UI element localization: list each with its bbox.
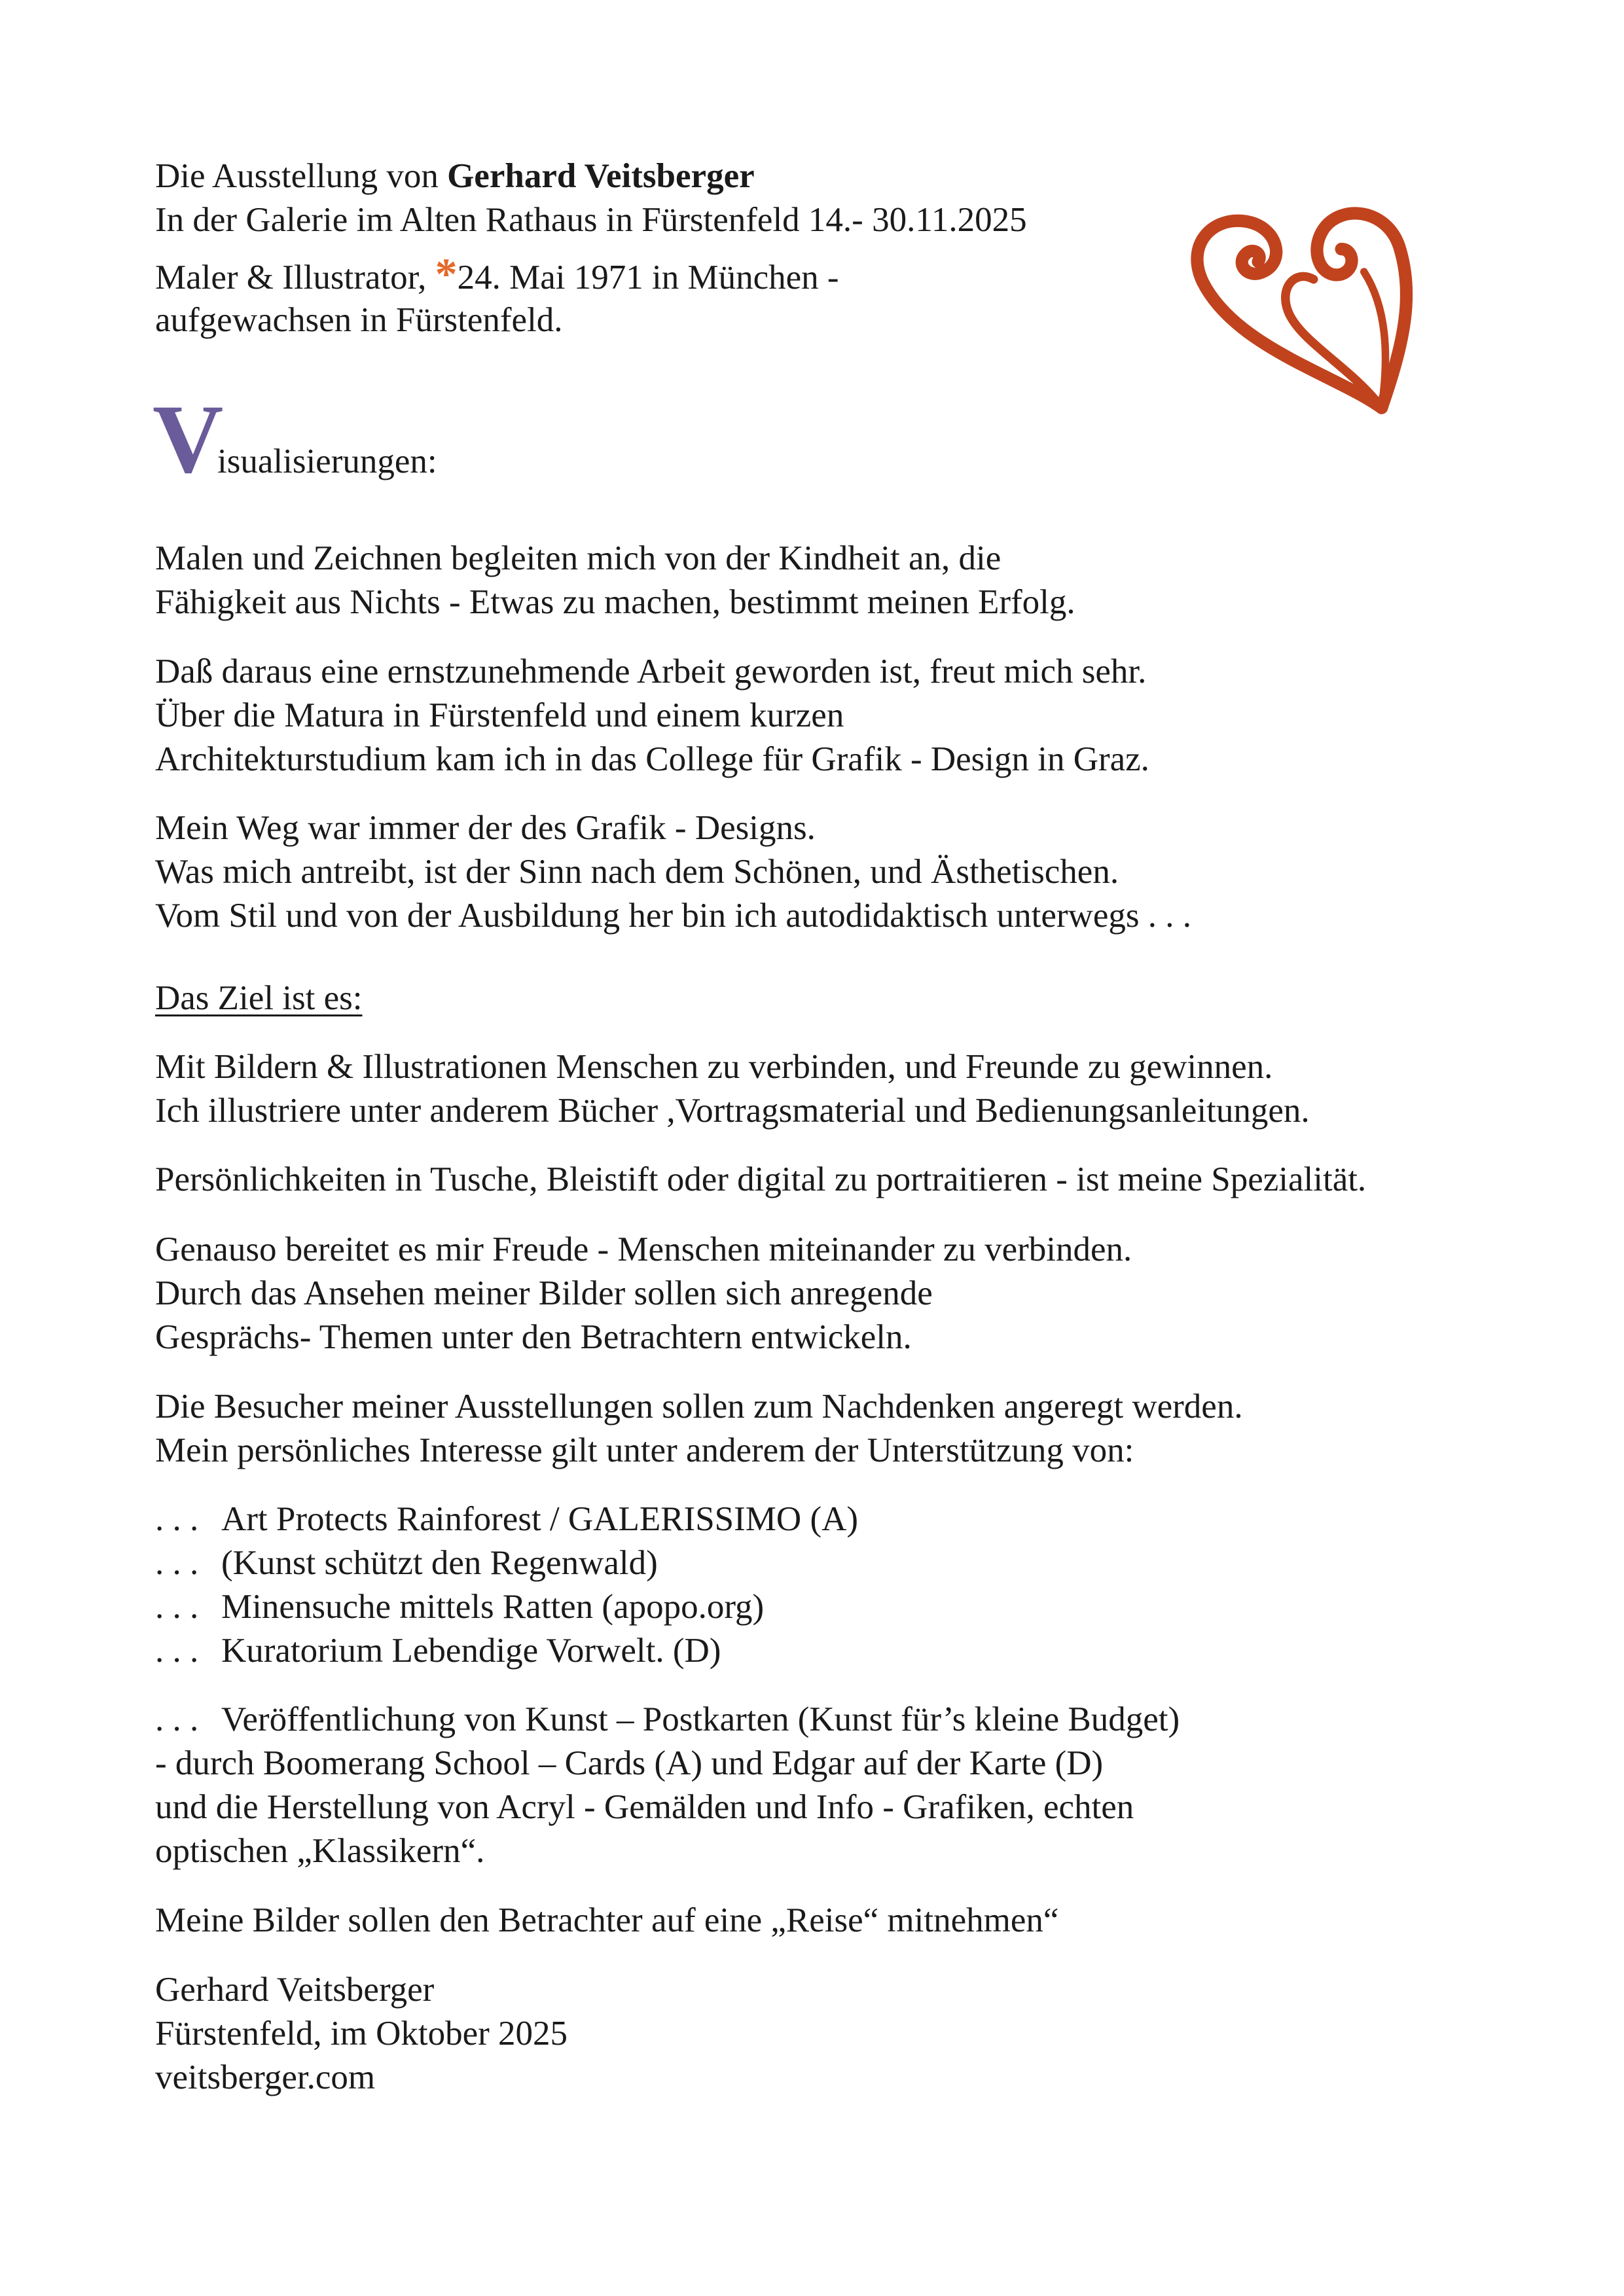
header-line-2: In der Galerie im Alten Rathaus in Fürstenfeld 14.- 30.11.2025 — [155, 201, 1027, 239]
list-dots: . . . — [155, 1632, 199, 1670]
paragraph-2-line-2: Über die Matura in Fürstenfeld und einem kurzen — [155, 696, 844, 734]
paragraph-8-first-text: Veröffentlichung von Kunst – Postkarten (Kunst für’s kleine Budget) — [221, 1700, 1180, 1738]
paragraph-3-line-3: Vom Stil und von der Ausbildung her bin ich autodidaktisch unterwegs . . . — [155, 897, 1191, 935]
paragraph-7-line-1: Die Besucher meiner Ausstellungen sollen zum Nachdenken angeregt werden. — [155, 1388, 1243, 1426]
paragraph-7-line-2: Mein persönliches Interesse gilt unter anderem der Unterstützung von: — [155, 1431, 1134, 1469]
paragraph-3-line-1: Mein Weg war immer der des Grafik - Designs. — [155, 809, 816, 847]
list-item-text: (Kunst schützt den Regenwald) — [221, 1544, 658, 1582]
paragraph-6-line-3: Gesprächs- Themen unter den Betrachtern entwickeln. — [155, 1318, 912, 1356]
paragraph-1-line-1: Malen und Zeichnen begleiten mich von der Kindheit an, die — [155, 539, 1001, 577]
paragraph-4-line-1: Mit Bildern & Illustrationen Menschen zu verbinden, und Freunde zu gewinnen. — [155, 1048, 1273, 1086]
birth-star: * — [435, 249, 458, 298]
paragraph-2-line-3: Architekturstudium kam ich in das College für Grafik - Design in Graz. — [155, 740, 1149, 778]
header-line-4: aufgewachsen in Fürstenfeld. — [155, 301, 563, 339]
list-item — [155, 1629, 721, 1673]
artist-name: Gerhard Veitsberger — [447, 157, 755, 195]
signature-place-date: Fürstenfeld, im Oktober 2025 — [155, 2015, 568, 2053]
paragraph-8-line-1 — [155, 1698, 1180, 1742]
list-item — [155, 1541, 658, 1585]
header-birth: 24. Mai 1971 in München - — [457, 259, 839, 296]
list-dots: . . . — [155, 1544, 199, 1582]
paragraph-3-line-2: Was mich antreibt, ist der Sinn nach dem Schönen, und Ästhetischen. — [155, 853, 1119, 891]
paragraph-8-line-4: optischen „Klassikern“. — [155, 1832, 485, 1870]
list-item-text: Art Protects Rainforest / GALERISSIMO (A) — [221, 1500, 859, 1538]
header-profession: Maler & Illustrator, — [155, 259, 435, 296]
heart-swirl-icon — [1175, 191, 1427, 443]
dropcap-initial: V — [153, 385, 224, 493]
signature-website[interactable]: veitsberger.com — [155, 2058, 376, 2096]
section-title: isualisierungen: — [217, 442, 437, 480]
list-dots: . . . — [155, 1588, 199, 1626]
paragraph-4-line-2: Ich illustriere unter anderem Bücher ,Vortragsmaterial und Bedienungsanleitungen. — [155, 1092, 1310, 1130]
list-item — [155, 1498, 858, 1541]
paragraph-9: Meine Bilder sollen den Betrachter auf eine „Reise“ mitnehmen“ — [155, 1901, 1059, 1939]
paragraph-6-line-2: Durch das Ansehen meiner Bilder sollen sich anregende — [155, 1274, 933, 1312]
goal-heading: Das Ziel ist es: — [155, 979, 363, 1017]
paragraph-8-line-2: - durch Boomerang School – Cards (A) und Edgar auf der Karte (D) — [155, 1744, 1104, 1782]
list-dots: . . . — [155, 1500, 199, 1538]
list-item-text: Kuratorium Lebendige Vorwelt. (D) — [221, 1632, 721, 1670]
paragraph-1-line-2: Fähigkeit aus Nichts - Etwas zu machen, bestimmt meinen Erfolg. — [155, 583, 1075, 621]
header-intro: Die Ausstellung von — [155, 157, 448, 195]
paragraph-8-line-3: und die Herstellung von Acryl - Gemälden und Info - Grafiken, echten — [155, 1788, 1134, 1826]
list-dots: . . . — [155, 1700, 199, 1738]
signature-name: Gerhard Veitsberger — [155, 1971, 435, 2009]
paragraph-2-line-1: Daß daraus eine ernstzunehmende Arbeit geworden ist, freut mich sehr. — [155, 653, 1147, 691]
paragraph-5-line-1: Persönlichkeiten in Tusche, Bleistift oder digital zu portraitieren - ist meine Spezialität. — [155, 1160, 1367, 1198]
header-line-3 — [155, 249, 839, 300]
paragraph-6-line-1: Genauso bereitet es mir Freude - Menschen miteinander zu verbinden. — [155, 1230, 1132, 1268]
list-item-text: Minensuche mittels Ratten (apopo.org) — [221, 1588, 765, 1626]
header-line-1 — [155, 154, 755, 198]
list-item — [155, 1585, 764, 1629]
